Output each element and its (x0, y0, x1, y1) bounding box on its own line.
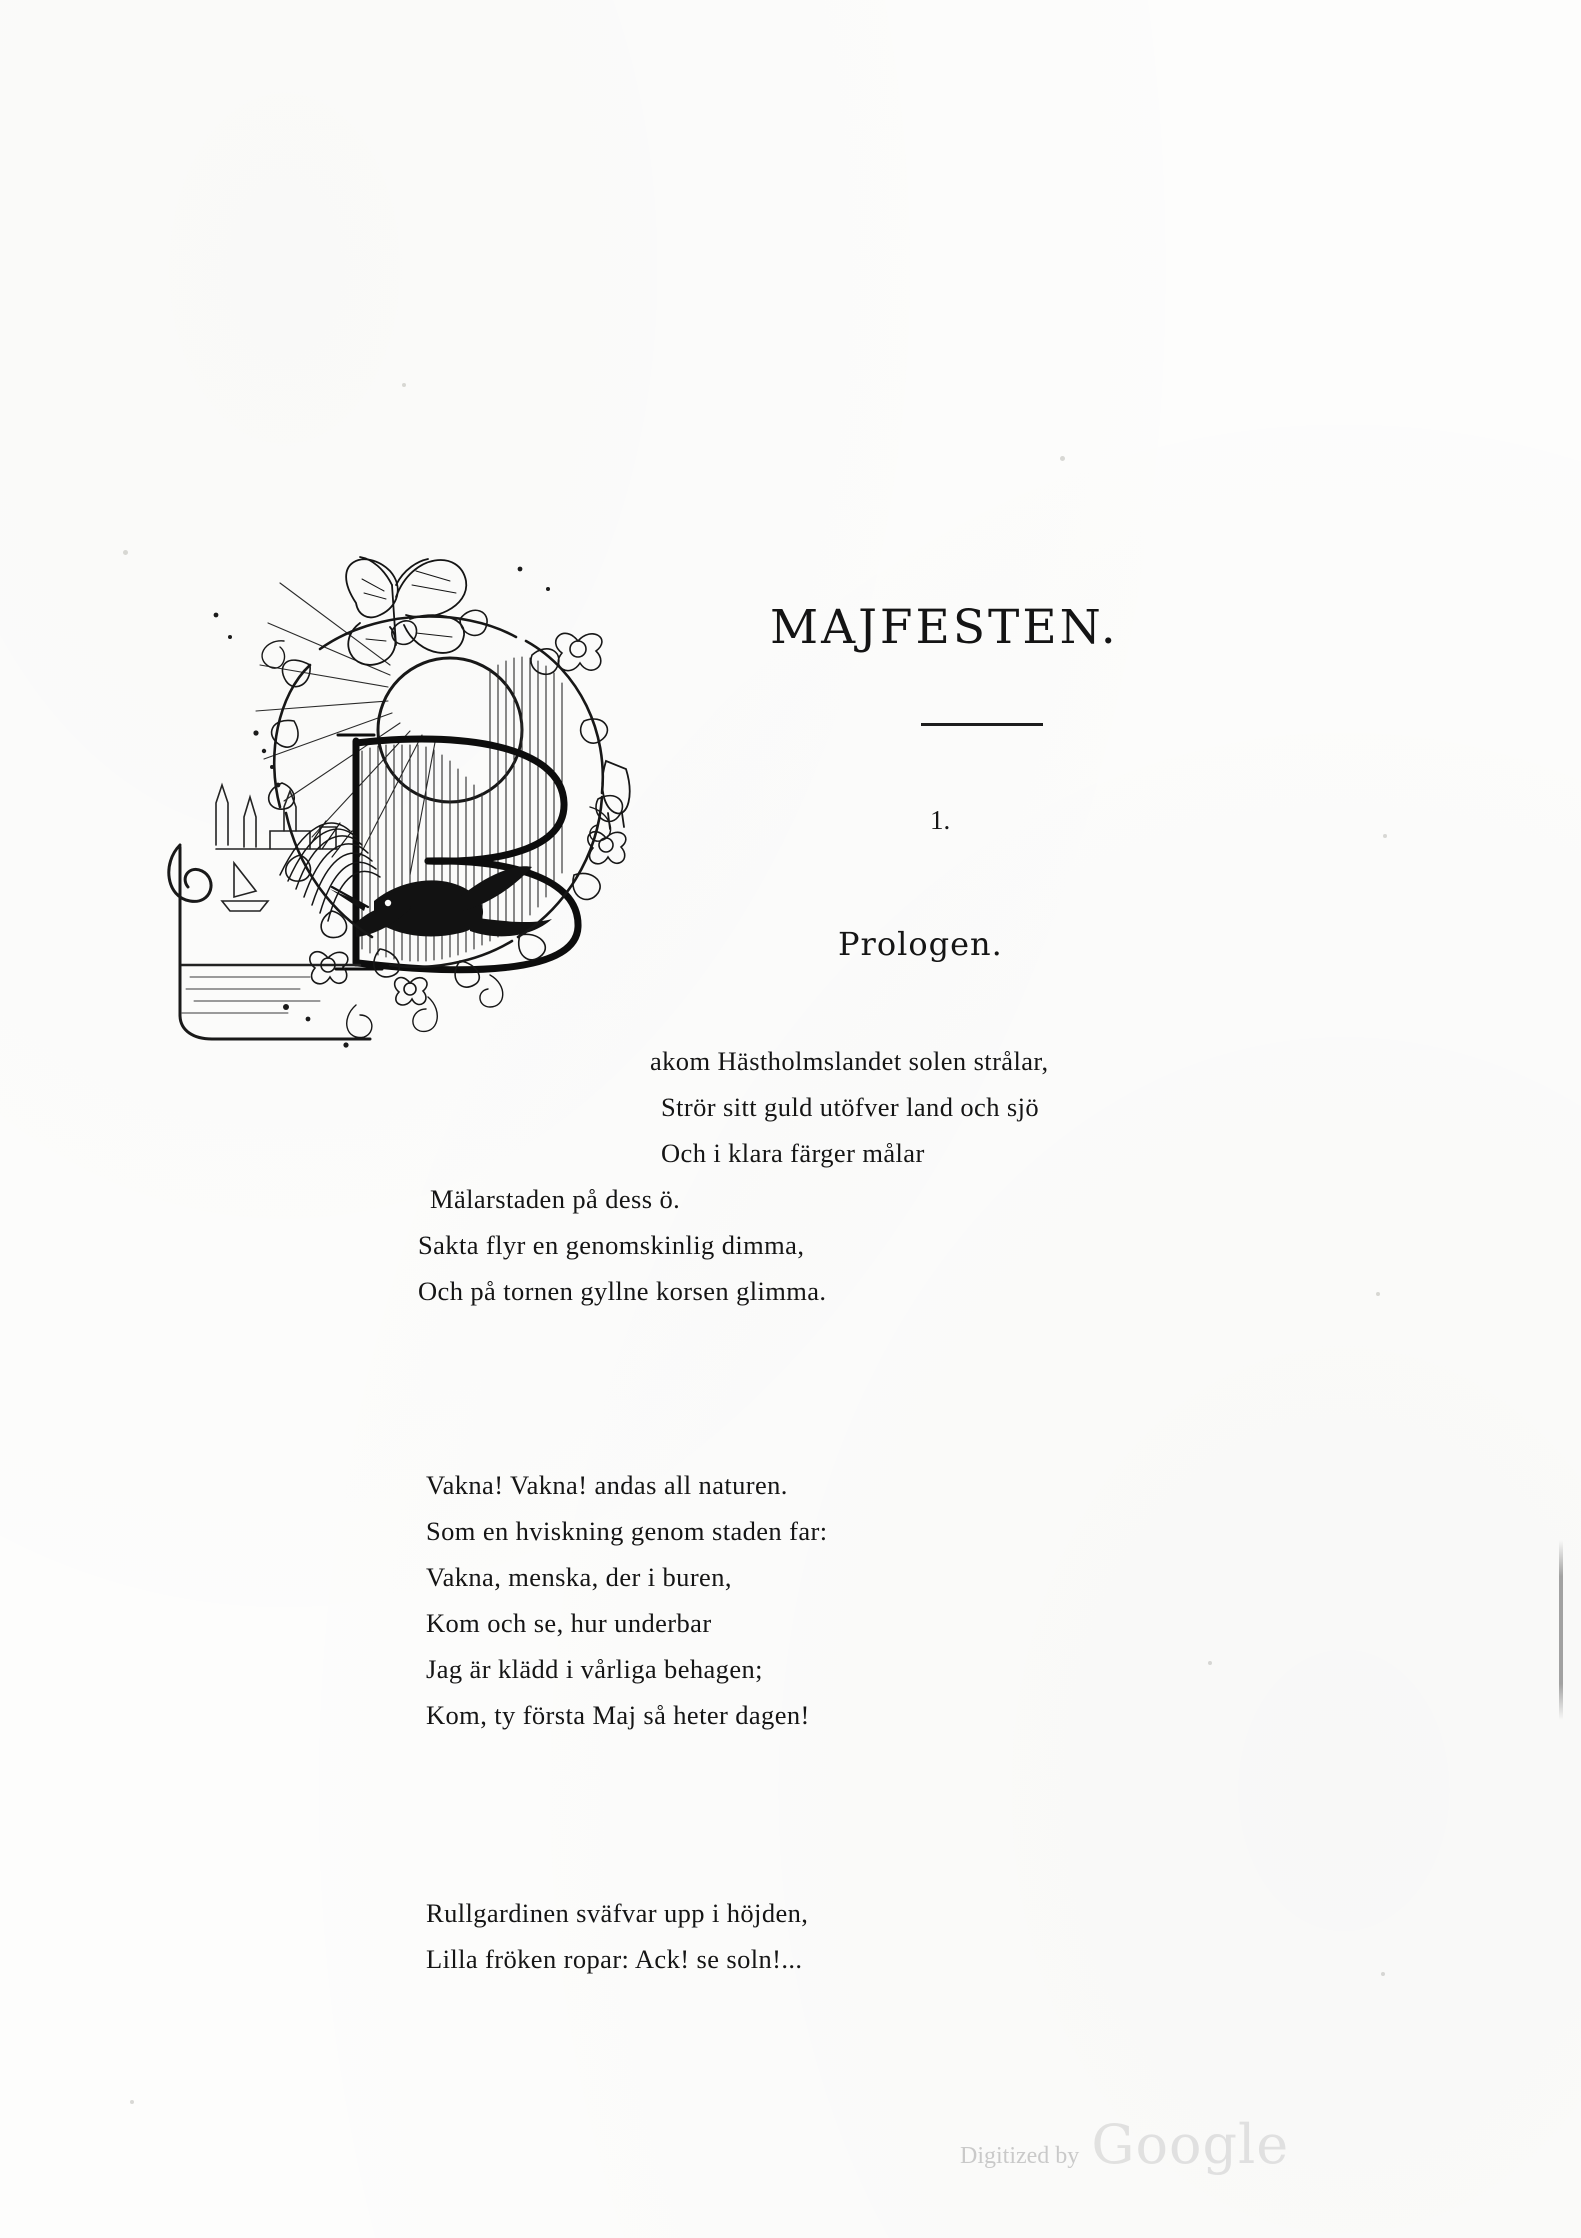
poem-line: akom Hästholmslandet solen strålar, (650, 1046, 1049, 1076)
scan-speck (1060, 456, 1065, 461)
title-divider (921, 723, 1043, 726)
poem-line: Och på tornen gyllne korsen glimma. (418, 1276, 827, 1306)
poem-line: Kom och se, hur underbar (426, 1608, 712, 1638)
page-title: MAJFESTEN. (770, 600, 1119, 655)
poem-stanza (426, 1890, 808, 1982)
page-edge-shadow (1559, 1540, 1563, 1720)
section-subtitle: Prologen. (838, 925, 1003, 963)
poem-line: Vakna, menska, der i buren, (426, 1562, 732, 1592)
poem-stanza (426, 1462, 827, 1738)
scan-speck (1208, 1661, 1212, 1665)
scan-speck (123, 550, 128, 555)
scan-speck (1381, 1972, 1385, 1976)
poem-line: Mälarstaden på dess ö. (430, 1184, 681, 1214)
poem-line: Lilla fröken ropar: Ack! se soln!... (426, 1944, 803, 1974)
poem-line: Strör sitt guld utöfver land och sjö (661, 1092, 1039, 1122)
poem-line: Och i klara färger målar (661, 1138, 925, 1168)
poem-line: Rullgardinen sväfvar upp i höjden, (426, 1898, 809, 1928)
scan-speck (1383, 834, 1387, 838)
scan-speck (402, 383, 406, 387)
digitized-watermark (960, 2113, 1290, 2176)
scan-speck (1376, 1292, 1380, 1296)
poem-line: Kom, ty första Maj så heter dagen! (426, 1700, 810, 1730)
poem-line: Vakna! Vakna! andas all naturen. (426, 1470, 788, 1500)
digitized-label: Digitized by (960, 2143, 1080, 2169)
poem-line: Jag är klädd i vårliga behagen; (426, 1654, 763, 1684)
google-wordmark: Google (1091, 2113, 1290, 2176)
scan-speck (130, 2100, 134, 2104)
section-number: 1. (930, 805, 951, 835)
poem-stanza (418, 1038, 1049, 1314)
poem-line: Som en hviskning genom staden far: (426, 1516, 828, 1546)
poem-line: Sakta flyr en genomskinlig dimma, (418, 1230, 805, 1260)
